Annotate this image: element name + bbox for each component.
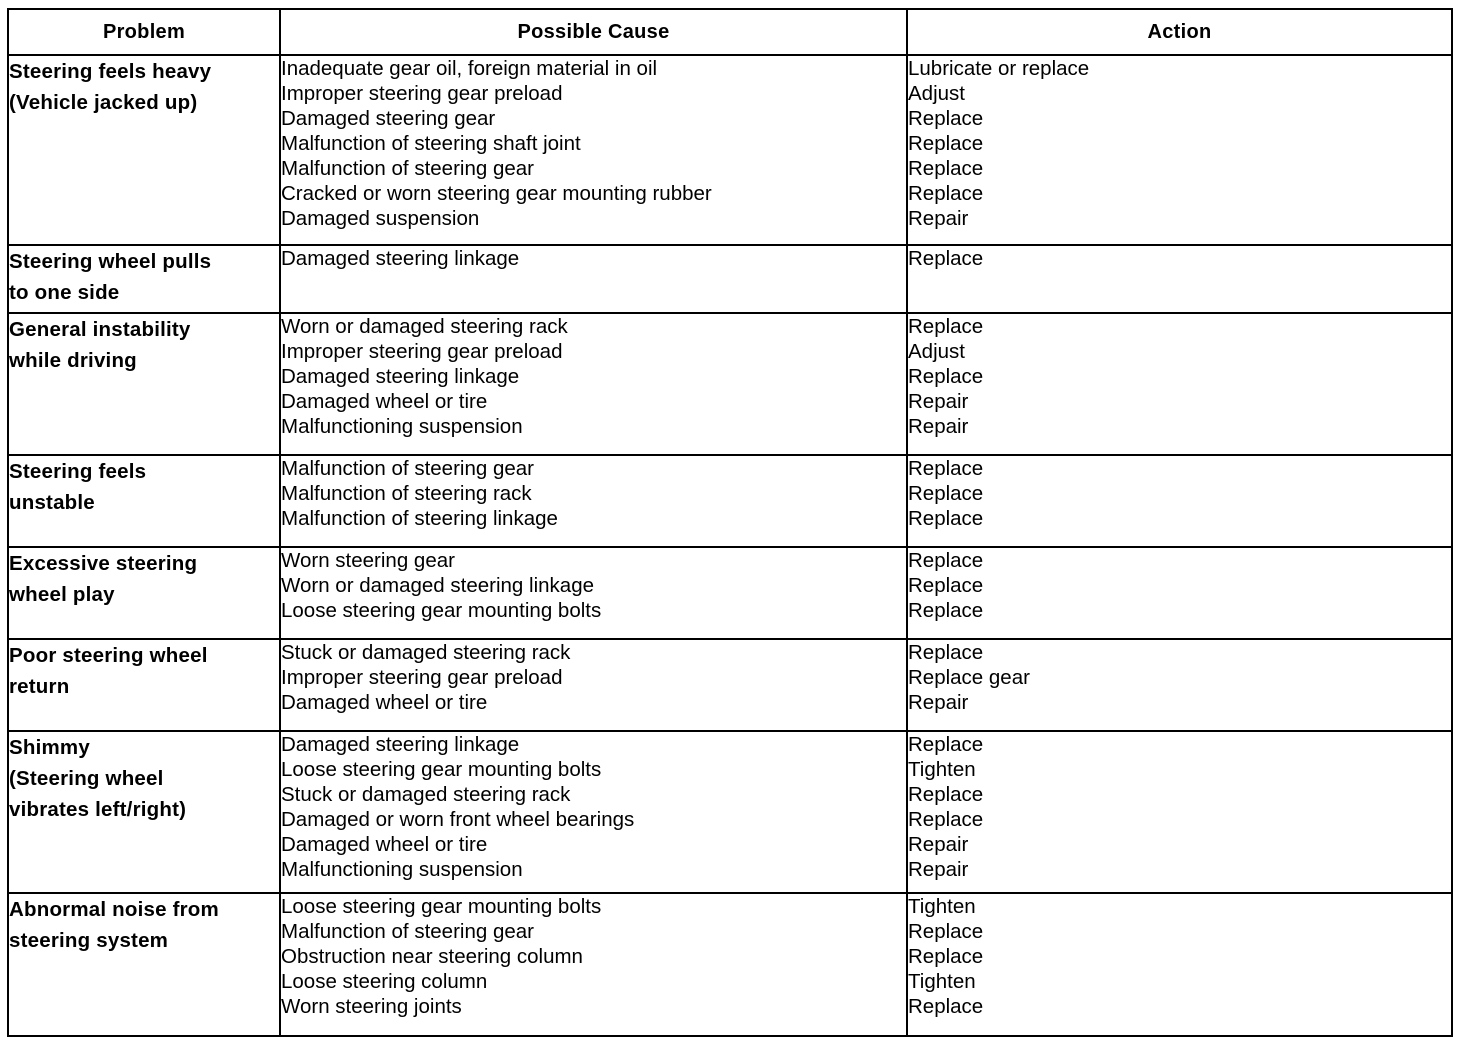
action-cell-line: Adjust (908, 340, 965, 363)
action-cell-line: Repair (908, 415, 969, 438)
cause-cell (280, 547, 907, 639)
action-cell-line: Replace (908, 247, 984, 270)
cause-cell (280, 639, 907, 731)
problem-cell (8, 639, 280, 731)
cause-cell (280, 731, 907, 893)
cause-cell-line: Malfunctioning suspension (281, 858, 523, 881)
cause-cell (280, 455, 907, 547)
action-cell-line: Replace (908, 457, 984, 480)
action-cell-line: Replace (908, 482, 984, 505)
header-action: Action (907, 9, 1452, 55)
cause-cell-line: Stuck or damaged steering rack (281, 783, 571, 806)
action-cell (907, 455, 1452, 547)
problem-cell-line: Poor steering wheel (9, 644, 208, 667)
problem-cell-line: steering system (9, 929, 169, 952)
problem-cell-line: Excessive steering (9, 552, 198, 575)
action-cell-line: Replace (908, 507, 984, 530)
problem-cell (8, 313, 280, 455)
action-cell-line: Repair (908, 390, 969, 413)
problem-cell-line: wheel play (9, 583, 115, 606)
cause-cell-line: Damaged wheel or tire (281, 691, 488, 714)
cause-cell-line: Improper steering gear preload (281, 82, 563, 105)
problem-cell (8, 893, 280, 1036)
cause-cell-line: Damaged steering linkage (281, 733, 520, 756)
action-cell (907, 245, 1452, 313)
cause-cell-line: Loose steering gear mounting bolts (281, 599, 602, 622)
table-row (8, 639, 1452, 731)
action-cell (907, 639, 1452, 731)
cause-cell-line: Stuck or damaged steering rack (281, 641, 571, 664)
action-cell-line: Tighten (908, 758, 976, 781)
cause-cell-line: Damaged steering gear (281, 107, 496, 130)
cause-cell-line: Improper steering gear preload (281, 340, 563, 363)
action-cell-line: Replace (908, 315, 984, 338)
action-cell-line: Replace (908, 365, 984, 388)
action-cell-line: Replace (908, 783, 984, 806)
table-row (8, 455, 1452, 547)
action-cell-line: Lubricate or replace (908, 57, 1090, 80)
action-cell-line: Repair (908, 207, 969, 230)
problem-cell-line: return (9, 675, 70, 698)
action-cell-line: Replace (908, 182, 984, 205)
action-cell (907, 313, 1452, 455)
action-cell-line: Replace (908, 157, 984, 180)
cause-cell-line: Malfunction of steering shaft joint (281, 132, 581, 155)
cause-cell-line: Damaged suspension (281, 207, 480, 230)
problem-cell-line: (Steering wheel (9, 767, 164, 790)
action-cell-line: Replace (908, 549, 984, 572)
cause-cell-line: Loose steering gear mounting bolts (281, 758, 602, 781)
header-cause: Possible Cause (280, 9, 907, 55)
cause-cell-line: Malfunction of steering gear (281, 920, 534, 943)
header-problem: Problem (8, 9, 280, 55)
problem-cell-line: Steering feels (9, 460, 147, 483)
action-cell-line: Replace (908, 599, 984, 622)
problem-cell (8, 547, 280, 639)
action-cell-line: Replace (908, 920, 984, 943)
problem-cell-line: to one side (9, 281, 120, 304)
table-row (8, 893, 1452, 1036)
cause-cell-line: Damaged or worn front wheel bearings (281, 808, 635, 831)
problem-cell-line: (Vehicle jacked up) (9, 91, 198, 114)
problem-cell (8, 731, 280, 893)
cause-cell-line: Improper steering gear preload (281, 666, 563, 689)
table-body (8, 55, 1452, 1036)
action-cell-line: Replace (908, 574, 984, 597)
action-cell (907, 547, 1452, 639)
action-cell-line: Tighten (908, 970, 976, 993)
cause-cell (280, 313, 907, 455)
cause-cell-line: Worn or damaged steering rack (281, 315, 568, 338)
action-cell-line: Replace (908, 132, 984, 155)
action-cell-line: Replace (908, 945, 984, 968)
action-cell (907, 893, 1452, 1036)
action-cell (907, 731, 1452, 893)
cause-cell-line: Loose steering column (281, 970, 488, 993)
action-cell-line: Tighten (908, 895, 976, 918)
problem-cell (8, 55, 280, 245)
cause-cell-line: Damaged wheel or tire (281, 833, 488, 856)
cause-cell-line: Inadequate gear oil, foreign material in oil (281, 57, 658, 80)
action-cell-line: Replace (908, 733, 984, 756)
cause-cell-line: Damaged wheel or tire (281, 390, 488, 413)
problem-cell-line: Steering wheel pulls (9, 250, 212, 273)
table-row (8, 731, 1452, 893)
problem-cell (8, 455, 280, 547)
cause-cell (280, 245, 907, 313)
action-cell-line: Replace (908, 995, 984, 1018)
problem-cell (8, 245, 280, 313)
cause-cell-line: Worn or damaged steering linkage (281, 574, 594, 597)
cause-cell-line: Malfunction of steering linkage (281, 507, 558, 530)
action-cell-line: Repair (908, 858, 969, 881)
troubleshooting-table (7, 8, 1453, 1037)
cause-cell-line: Loose steering gear mounting bolts (281, 895, 602, 918)
cause-cell-line: Cracked or worn steering gear mounting rubber (281, 182, 712, 205)
cause-cell (280, 893, 907, 1036)
table-row (8, 55, 1452, 245)
action-cell-line: Repair (908, 691, 969, 714)
cause-cell (280, 55, 907, 245)
cause-cell-line: Damaged steering linkage (281, 247, 520, 270)
problem-cell-line: vibrates left/right) (9, 798, 187, 821)
action-cell-line: Replace gear (908, 666, 1030, 689)
cause-cell-line: Worn steering joints (281, 995, 462, 1018)
header-row (8, 9, 1452, 55)
problem-cell-line: General instability (9, 318, 191, 341)
cause-cell-line: Obstruction near steering column (281, 945, 583, 968)
problem-cell-line: Steering feels heavy (9, 60, 212, 83)
table-row (8, 313, 1452, 455)
cause-cell-line: Worn steering gear (281, 549, 455, 572)
cause-cell-line: Malfunctioning suspension (281, 415, 523, 438)
problem-cell-line: Abnormal noise from (9, 898, 219, 921)
problem-cell-line: Shimmy (9, 736, 90, 759)
table-row (8, 547, 1452, 639)
action-cell-line: Replace (908, 641, 984, 664)
action-cell-line: Repair (908, 833, 969, 856)
action-cell-line: Adjust (908, 82, 965, 105)
action-cell (907, 55, 1452, 245)
cause-cell-line: Malfunction of steering gear (281, 457, 534, 480)
cause-cell-line: Damaged steering linkage (281, 365, 520, 388)
action-cell-line: Replace (908, 107, 984, 130)
cause-cell-line: Malfunction of steering gear (281, 157, 534, 180)
problem-cell-line: unstable (9, 491, 95, 514)
problem-cell-line: while driving (9, 349, 137, 372)
cause-cell-line: Malfunction of steering rack (281, 482, 532, 505)
table-row (8, 245, 1452, 313)
action-cell-line: Replace (908, 808, 984, 831)
